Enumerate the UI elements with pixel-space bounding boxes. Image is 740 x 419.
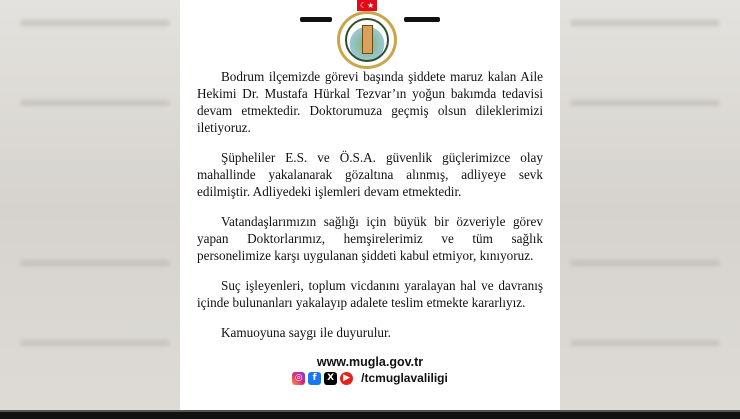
- x-icon[interactable]: X: [324, 372, 337, 385]
- mugla-valiligi-seal-logo: [337, 11, 397, 69]
- turkish-flag-icon: ☾★: [357, 0, 377, 11]
- footer-rule: [0, 410, 740, 419]
- blurred-background-right: [560, 0, 740, 417]
- facebook-icon[interactable]: f: [308, 372, 321, 385]
- paragraph: Vatandaşlarımızın sağlığı için büyük bir özveriyle görev yapan Doktorlarımız, hemşirelerimiz ve tüm sağlık personelimize karşı uygulanan şiddeti kabul etmiyor, kınıyoruz.: [197, 214, 543, 263]
- blurred-background-left: [0, 0, 180, 417]
- paragraph: Kamuoyuna saygı ile duyurulur.: [221, 325, 391, 340]
- header-rule-right: [404, 17, 440, 22]
- header-rule-left: [300, 17, 332, 22]
- statement-body: [197, 68, 543, 341]
- website-link[interactable]: www.mugla.gov.tr: [316, 355, 424, 369]
- youtube-icon[interactable]: ▶: [340, 372, 353, 385]
- paragraph: Şüpheliler E.S. ve Ö.S.A. güvenlik güçlerimizce olay mahallinde yakalanarak gözaltına alınmış, adliyeye sevk edilmiştir. Adliyedeki işlemleri devam etmektedir.: [197, 150, 543, 199]
- paragraph: Suç işleyenleri, toplum vicdanını yaralayan hal ve davranış içinde bulunanları yakalayıp adalete teslim etmekte kararlıyız.: [197, 278, 543, 310]
- social-handle[interactable]: /tcmuglavaliligi: [361, 371, 448, 385]
- social-handle-row: [180, 371, 560, 386]
- instagram-icon[interactable]: ◎: [292, 372, 305, 385]
- paragraph: Bodrum ilçemizde görevi başında şiddete maruz kalan Aile Hekimi Dr. Mustafa Hürkal Tezvar’ın yoğun bakımda tedavisi devam etmektedir. Doktorumuza geçmiş olsun dileklerimizi iletiyoruz.: [197, 69, 543, 135]
